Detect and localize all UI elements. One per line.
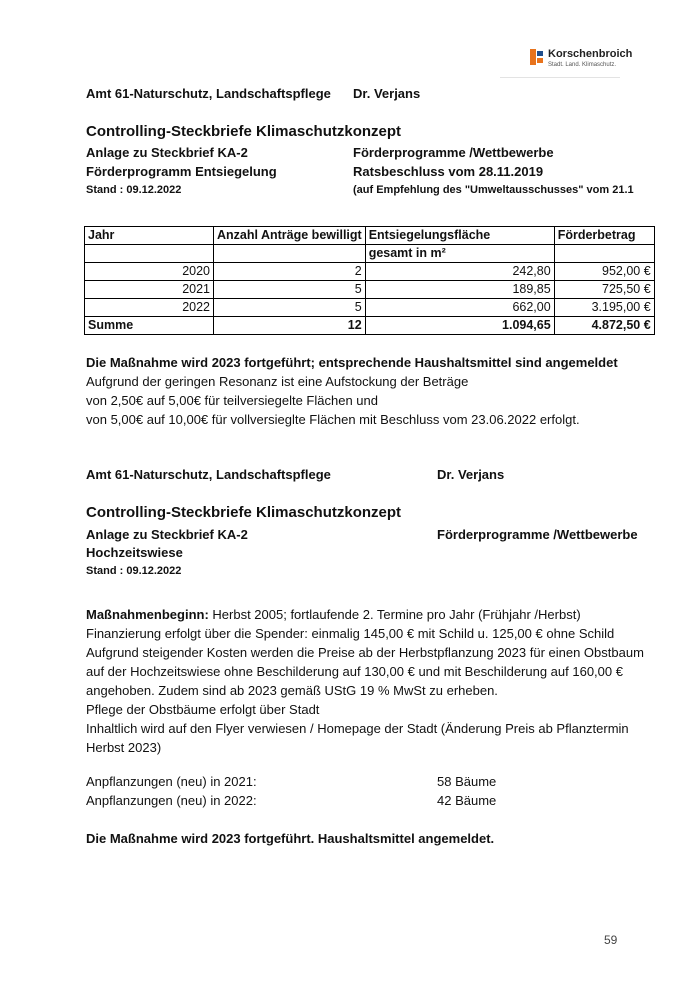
- cell-amount: 725,50 €: [554, 281, 654, 299]
- s1-program-category: Förderprogramme /Wettbewerbe: [353, 145, 554, 160]
- city-logo-icon: [530, 49, 544, 65]
- s1-status: Stand : 09.12.2022: [86, 184, 182, 196]
- th-area: Entsiegelungsfläche: [365, 227, 554, 245]
- s1-council-resolution: Ratsbeschluss vom 28.11.2019: [353, 164, 544, 179]
- cell-amount: 952,00 €: [554, 263, 654, 281]
- s2-start-label: Maßnahmenbeginn:: [86, 607, 209, 622]
- s2-start-text: Herbst 2005; fortlaufende 2. Termine pro Jahr (Frühjahr /Herbst): [208, 607, 581, 622]
- s1-note-1: Aufgrund der geringen Resonanz ist eine Aufstockung der Beträge: [86, 374, 469, 389]
- s2-line-1: Finanzierung erfolgt über die Spender: einmalig 145,00 € mit Schild u. 125,00 € ohne Schild: [86, 626, 615, 641]
- cell-applications: 5: [214, 281, 366, 299]
- s2-person: Dr. Verjans: [437, 467, 505, 482]
- s1-annex: Anlage zu Steckbrief KA-2: [86, 145, 248, 160]
- s2-line-3: auf der Hochzeitswiese ohne Beschilderung auf 130,00 € und mit Beschilderung auf 160,00 €: [86, 664, 623, 679]
- cell-year: 2021: [85, 281, 214, 299]
- s2-program: Hochzeitswiese: [86, 545, 183, 560]
- s2-line-4: angehoben. Zudem sind ab 2023 gemäß UStG 19 % MwSt zu erheben.: [86, 683, 498, 698]
- total-applications: 12: [214, 317, 366, 335]
- s2-continuation: Die Maßnahme wird 2023 fortgeführt. Haushaltsmittel angemeldet.: [86, 831, 495, 846]
- th-area-unit: gesamt in m²: [365, 245, 554, 263]
- cell-applications: 5: [214, 299, 366, 317]
- s1-department: Amt 61-Naturschutz, Landschaftspflege: [86, 86, 331, 101]
- th-amount: Förderbetrag: [554, 227, 654, 245]
- s2-line-2: Aufgrund steigender Kosten werden die Preise ab der Herbstpflanzung 2023 für einen Obstbaum: [86, 645, 644, 660]
- cell-area: 662,00: [365, 299, 554, 317]
- table-subheader-row: [85, 245, 655, 263]
- page-number: 59: [604, 933, 618, 947]
- s1-program: Förderprogramm Entsiegelung: [86, 164, 277, 179]
- table-row: [85, 263, 655, 281]
- table-row: [85, 299, 655, 317]
- s1-recommendation: (auf Empfehlung des "Umweltausschusses" vom 21.1: [353, 184, 634, 196]
- table-row: [85, 281, 655, 299]
- planting-2021-value: 58 Bäume: [437, 774, 497, 789]
- total-area: 1.094,65: [365, 317, 554, 335]
- total-label: Summe: [85, 317, 214, 335]
- cell-year: 2020: [85, 263, 214, 281]
- s1-note-2: von 2,50€ auf 5,00€ für teilversiegelte Flächen und: [86, 393, 378, 408]
- s2-line-5: Pflege der Obstbäume erfolgt über Stadt: [86, 702, 320, 717]
- s2-start-line: [86, 607, 581, 622]
- table-total-row: [85, 317, 655, 335]
- cell-applications: 2: [214, 263, 366, 281]
- s1-title: Controlling-Steckbriefe Klimaschutzkonzept: [86, 123, 402, 140]
- cell-amount: 3.195,00 €: [554, 299, 654, 317]
- korschenbroich-logo: [530, 46, 633, 76]
- planting-2022-label: Anpflanzungen (neu) in 2022:: [86, 793, 257, 808]
- s2-program-category: Förderprogramme /Wettbewerbe: [437, 527, 638, 542]
- subsidy-table: [84, 226, 655, 335]
- table-header-row: [85, 227, 655, 245]
- logo-name: Korschenbroich: [548, 48, 633, 60]
- s1-person: Dr. Verjans: [353, 86, 421, 101]
- planting-2021-label: Anpflanzungen (neu) in 2021:: [86, 774, 257, 789]
- s2-line-7: Herbst 2023): [86, 740, 162, 755]
- total-amount: 4.872,50 €: [554, 317, 654, 335]
- s2-annex: Anlage zu Steckbrief KA-2: [86, 527, 248, 542]
- th-year: Jahr: [85, 227, 214, 245]
- s1-note-3: von 5,00€ auf 10,00€ für vollversieglte Flächen mit Beschluss vom 23.06.2022 erfolgt.: [86, 412, 580, 427]
- s2-department: Amt 61-Naturschutz, Landschaftspflege: [86, 467, 331, 482]
- s2-line-6: Inhaltlich wird auf den Flyer verwiesen / Homepage der Stadt (Änderung Preis ab Pflanztermin: [86, 721, 629, 736]
- s2-status: Stand : 09.12.2022: [86, 565, 182, 577]
- cell-area: 189,85: [365, 281, 554, 299]
- planting-2022-value: 42 Bäume: [437, 793, 497, 808]
- cell-area: 242,80: [365, 263, 554, 281]
- cell-year: 2022: [85, 299, 214, 317]
- logo-divider: [500, 77, 620, 78]
- s1-continuation: Die Maßnahme wird 2023 fortgeführt; entsprechende Haushaltsmittel sind angemeldet: [86, 355, 618, 370]
- s2-title: Controlling-Steckbriefe Klimaschutzkonzept: [86, 504, 402, 521]
- logo-subtitle: Stadt. Land. Klimaschutz.: [548, 62, 617, 68]
- th-applications: Anzahl Anträge bewilligt: [214, 227, 366, 245]
